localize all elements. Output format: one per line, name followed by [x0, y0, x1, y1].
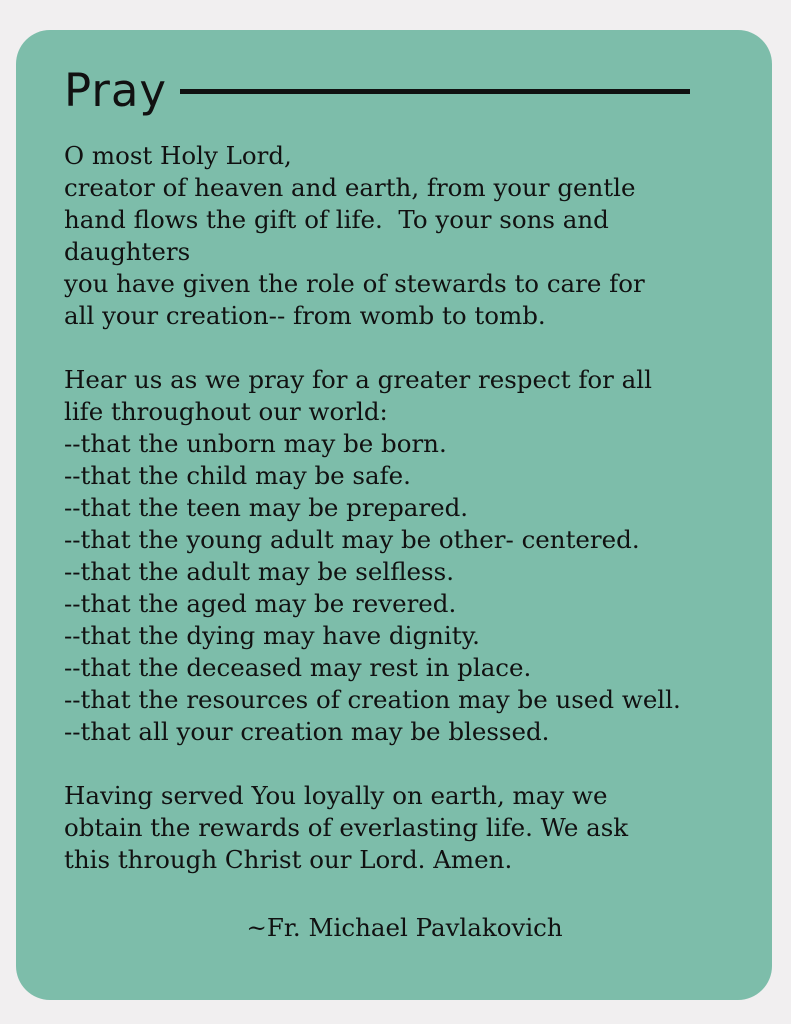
petition-line: --that the dying may have dignity. [64, 621, 480, 650]
page-title: Pray [64, 64, 168, 117]
prayer-line: this through Christ our Lord. Amen. [64, 845, 513, 874]
petition-line: --that the young adult may be other- centered. [64, 525, 640, 554]
heading [64, 60, 694, 122]
title-rule [180, 89, 690, 94]
prayer-line: obtain the rewards of everlasting life. We ask [64, 813, 629, 842]
prayer-line: Having served You loyally on earth, may we [64, 781, 608, 810]
prayer-line: all your creation-- from womb to tomb. [64, 301, 546, 330]
prayer-line: life throughout our world: [64, 397, 388, 426]
stanza-3 [64, 780, 754, 876]
signature: ~Fr. Michael Pavlakovich [246, 913, 563, 942]
stanza-1 [64, 140, 754, 332]
prayer-line: O most Holy Lord, [64, 141, 292, 170]
prayer-line: daughters [64, 237, 191, 266]
petition-line: --that the resources of creation may be used well. [64, 685, 681, 714]
prayer-line: creator of heaven and earth, from your gentle [64, 173, 636, 202]
stanza-spacer [64, 332, 754, 364]
prayer-line: Hear us as we pray for a greater respect for all [64, 365, 652, 394]
petition-line: --that the unborn may be born. [64, 429, 447, 458]
prayer-text [64, 140, 754, 876]
prayer-line: hand flows the gift of life. To your sons and [64, 205, 609, 234]
petition-line: --that the aged may be revered. [64, 589, 457, 618]
stanza-2 [64, 364, 754, 748]
petition-line: --that the deceased may rest in place. [64, 653, 532, 682]
petition-line: --that the child may be safe. [64, 461, 411, 490]
stanza-spacer [64, 748, 754, 780]
petition-line: --that the adult may be selfless. [64, 557, 454, 586]
petition-line: --that the teen may be prepared. [64, 493, 469, 522]
petition-line: --that all your creation may be blessed. [64, 717, 550, 746]
prayer-line: you have given the role of stewards to care for [64, 269, 645, 298]
